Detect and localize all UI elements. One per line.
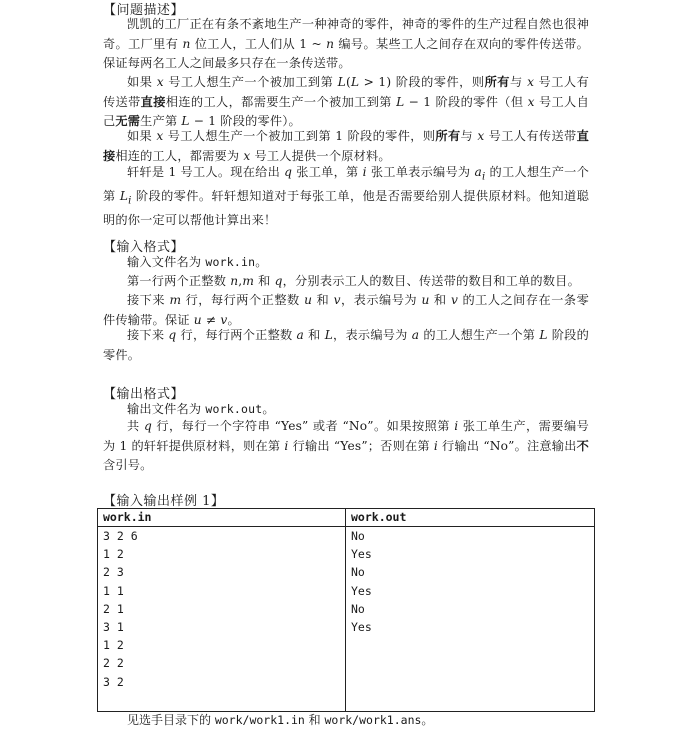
sample-io-table — [97, 508, 595, 712]
problem-paragraph-4: 轩轩是 1 号工人。现在给出 q 张工单，第 i 张工单表示编号为 $a_i$ 的工人想生产一个第 $L_i$ 阶段的零件。轩轩想知道对于每张工单，他是否需要给别人提供原材料。他知道聪明的你一定可以帮他计算出来！ — [103, 165, 589, 227]
sample-output-column — [346, 509, 594, 711]
input-paragraph-4: 接下来 q 行，每行两个正整数 a 和 L，表示编号为 a 的工人想生产一个第 L 阶段的零件。 — [103, 328, 589, 362]
sample-output-row: No — [351, 565, 365, 580]
sample-input-row: 3 2 6 — [103, 529, 138, 543]
input-paragraph-2: 第一行两个正整数 n,m 和 q，分别表示工人的数目、传送带的数目和工单的数目。 — [127, 274, 580, 288]
output-paragraph-2: 共 q 行，每行一个字符串 “Yes” 或者 “No”。如果按照第 i 张工单生产，需要编号为 1 的轩轩提供原材料，则在第 i 行输出 “Yes”；否则在第 i 行输出 “No”。注意输出不含引号。 — [103, 419, 590, 472]
problem-description-heading: 【问题描述】 — [103, 3, 185, 18]
input-paragraph-1: 输入文件名为 work.in。 — [127, 255, 268, 269]
problem-paragraph-1: 凯凯的工厂正在有条不紊地生产一种神奇的零件，神奇的零件的生产过程自然也很神奇。工厂里有 n 位工人，工人们从 1 ~ n 编号。某些工人之间存在双向的零件传送带。保证每两名工人之间最多只存在一条传送带。 — [103, 17, 590, 70]
sample-output-row: Yes — [351, 619, 372, 634]
sample-input-row: 1 2 — [103, 638, 124, 653]
sample-input-header: work.in — [98, 509, 345, 527]
sample-input-row: 3 2 — [103, 674, 124, 689]
sample-input-row: 2 1 — [103, 601, 124, 616]
sample-input-row: 2 2 — [103, 656, 124, 671]
problem-paragraph-3: 如果 x 号工人想生产一个被加工到第 1 阶段的零件，则所有与 x 号工人有传送带直接相连的工人，都需要为 x 号工人提供一个原材料。 — [103, 129, 589, 163]
sample-input-column — [98, 509, 346, 711]
output-format-heading: 【输出格式】 — [103, 387, 185, 402]
input-paragraph-3: 接下来 m 行，每行两个正整数 u 和 v，表示编号为 u 和 v 的工人之间存在一条零件传输带。保证 u ≠ v。 — [103, 293, 589, 327]
sample-output-row: No — [351, 601, 365, 616]
sample-heading: 【输入输出样例 1】 — [103, 494, 225, 509]
sample-output-row: Yes — [351, 547, 372, 562]
sample-input-row: 1 2 — [103, 547, 124, 562]
sample-input-row: 1 1 — [103, 583, 124, 598]
sample-output-row: No — [351, 529, 365, 543]
sample-input-row: 3 1 — [103, 619, 124, 634]
sample-output-header: work.out — [346, 509, 594, 527]
sample-input-row: 2 3 — [103, 565, 124, 580]
problem-paragraph-2: 如果 x 号工人想生产一个被加工到第 L(L > 1) 阶段的零件，则所有与 x 号工人有传送带直接相连的工人，都需要生产一个被加工到第 L − 1 阶段的零件（但 x 号工人自己无需生产第 L − 1 阶段的零件）。 — [103, 75, 590, 128]
sample-footnote: 见选手目录下的 work/work1.in 和 work/work1.ans。 — [127, 713, 434, 727]
output-paragraph-1: 输出文件名为 work.out。 — [127, 402, 275, 416]
sample-output-row: Yes — [351, 583, 372, 598]
input-format-heading: 【输入格式】 — [103, 240, 185, 255]
